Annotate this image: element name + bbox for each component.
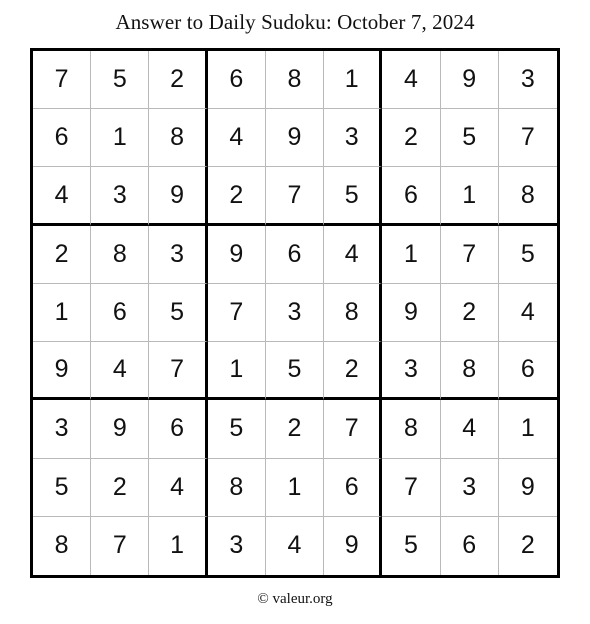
sudoku-cell-r5-c7: 9 — [382, 284, 440, 342]
sudoku-cell-r7-c4: 5 — [208, 400, 266, 458]
sudoku-cell-r4-c6: 4 — [324, 226, 382, 284]
sudoku-cell-r5-c6: 8 — [324, 284, 382, 342]
sudoku-cell-r5-c1: 1 — [33, 284, 91, 342]
sudoku-cell-r7-c9: 1 — [499, 400, 557, 458]
copyright-footer: © valeur.org — [257, 591, 333, 607]
sudoku-cell-r6-c4: 1 — [208, 342, 266, 400]
sudoku-cell-r5-c8: 2 — [441, 284, 499, 342]
sudoku-cell-r1-c3: 2 — [149, 51, 207, 109]
sudoku-cell-r8-c8: 3 — [441, 459, 499, 517]
sudoku-cell-r9-c5: 4 — [266, 517, 324, 575]
sudoku-cell-r7-c1: 3 — [33, 400, 91, 458]
page-title: Answer to Daily Sudoku: October 7, 2024 — [115, 10, 475, 34]
sudoku-cell-r7-c2: 9 — [91, 400, 149, 458]
sudoku-cell-r3-c5: 7 — [266, 167, 324, 225]
sudoku-cell-r5-c9: 4 — [499, 284, 557, 342]
sudoku-cell-r9-c1: 8 — [33, 517, 91, 575]
sudoku-cell-r8-c6: 6 — [324, 459, 382, 517]
sudoku-cell-r4-c4: 9 — [208, 226, 266, 284]
sudoku-cell-r3-c6: 5 — [324, 167, 382, 225]
sudoku-cell-r1-c2: 5 — [91, 51, 149, 109]
sudoku-cell-r8-c7: 7 — [382, 459, 440, 517]
sudoku-cell-r4-c7: 1 — [382, 226, 440, 284]
sudoku-cell-r1-c5: 8 — [266, 51, 324, 109]
sudoku-cell-r6-c9: 6 — [499, 342, 557, 400]
sudoku-cell-r2-c6: 3 — [324, 109, 382, 167]
sudoku-cell-r6-c6: 2 — [324, 342, 382, 400]
sudoku-cell-r3-c2: 3 — [91, 167, 149, 225]
sudoku-cell-r9-c9: 2 — [520, 531, 535, 560]
sudoku-cell-r3-c9: 8 — [499, 167, 557, 225]
sudoku-cell-r1-c9: 3 — [499, 51, 557, 109]
sudoku-cell-r3-c4: 2 — [208, 167, 266, 225]
sudoku-cell-r3-c8: 1 — [441, 167, 499, 225]
sudoku-cell-r7-c3: 6 — [149, 400, 207, 458]
sudoku-cell-r8-c4: 8 — [208, 459, 266, 517]
sudoku-cell-r6-c8: 8 — [441, 342, 499, 400]
sudoku-cell-r4-c5: 6 — [266, 226, 324, 284]
sudoku-cell-r6-c3: 7 — [149, 342, 207, 400]
sudoku-cell-r6-c7: 3 — [382, 342, 440, 400]
sudoku-cell-r1-c7: 4 — [382, 51, 440, 109]
sudoku-cell-r5-c5: 3 — [266, 284, 324, 342]
sudoku-cell-r6-c5: 5 — [266, 342, 324, 400]
sudoku-cell-r7-c5: 2 — [266, 400, 324, 458]
sudoku-cell-r5-c3: 5 — [149, 284, 207, 342]
sudoku-cell-r1-c1: 7 — [33, 51, 91, 109]
sudoku-cell-r2-c5: 9 — [266, 109, 324, 167]
sudoku-cell-r3-c1: 4 — [33, 167, 91, 225]
sudoku-cell-r9-c6: 9 — [324, 517, 382, 575]
sudoku-cell-r1-c8: 9 — [441, 51, 499, 109]
sudoku-cell-r5-c4: 7 — [208, 284, 266, 342]
sudoku-cell-r9-c7: 5 — [382, 517, 440, 575]
sudoku-cell-r2-c8: 5 — [441, 109, 499, 167]
sudoku-cell-r7-c8: 4 — [441, 400, 499, 458]
sudoku-cell-r8-c5: 1 — [266, 459, 324, 517]
sudoku-cell-r8-c9: 9 — [499, 459, 557, 517]
sudoku-cell-r1-c4: 6 — [208, 51, 266, 109]
sudoku-cell-r4-c3: 3 — [149, 226, 207, 284]
sudoku-cell-r2-c2: 1 — [91, 109, 149, 167]
sudoku-cell-r3-c3: 9 — [149, 167, 207, 225]
sudoku-cell-r5-c2: 6 — [91, 284, 149, 342]
sudoku-cell-r4-c9: 5 — [499, 226, 557, 284]
sudoku-cell-r4-c2: 8 — [91, 226, 149, 284]
sudoku-cell-r4-c1: 2 — [33, 226, 91, 284]
sudoku-cell-r4-c8: 7 — [441, 226, 499, 284]
sudoku-cell-r3-c7: 6 — [382, 167, 440, 225]
sudoku-cell-r9-c2: 7 — [91, 517, 149, 575]
sudoku-cell-r6-c1: 9 — [33, 342, 91, 400]
sudoku-cell-r2-c1: 6 — [33, 109, 91, 167]
sudoku-cell-r2-c3: 8 — [149, 109, 207, 167]
sudoku-cell-r9-c3: 1 — [149, 517, 207, 575]
sudoku-board — [30, 48, 560, 578]
sudoku-cell-r2-c7: 2 — [382, 109, 440, 167]
sudoku-cell-r2-c4: 4 — [208, 109, 266, 167]
sudoku-cell-r6-c2: 4 — [91, 342, 149, 400]
sudoku-cell-r8-c3: 4 — [149, 459, 207, 517]
sudoku-cell-r9-c8: 6 — [441, 517, 499, 575]
sudoku-cell-r8-c2: 2 — [91, 459, 149, 517]
sudoku-cell-r2-c9: 7 — [499, 109, 557, 167]
sudoku-cell-r1-c6: 1 — [324, 51, 382, 109]
sudoku-cell-r8-c1: 5 — [33, 459, 91, 517]
sudoku-cell-r7-c6: 7 — [324, 400, 382, 458]
sudoku-cell-r9-c4: 3 — [208, 517, 266, 575]
sudoku-cell-r7-c7: 8 — [382, 400, 440, 458]
